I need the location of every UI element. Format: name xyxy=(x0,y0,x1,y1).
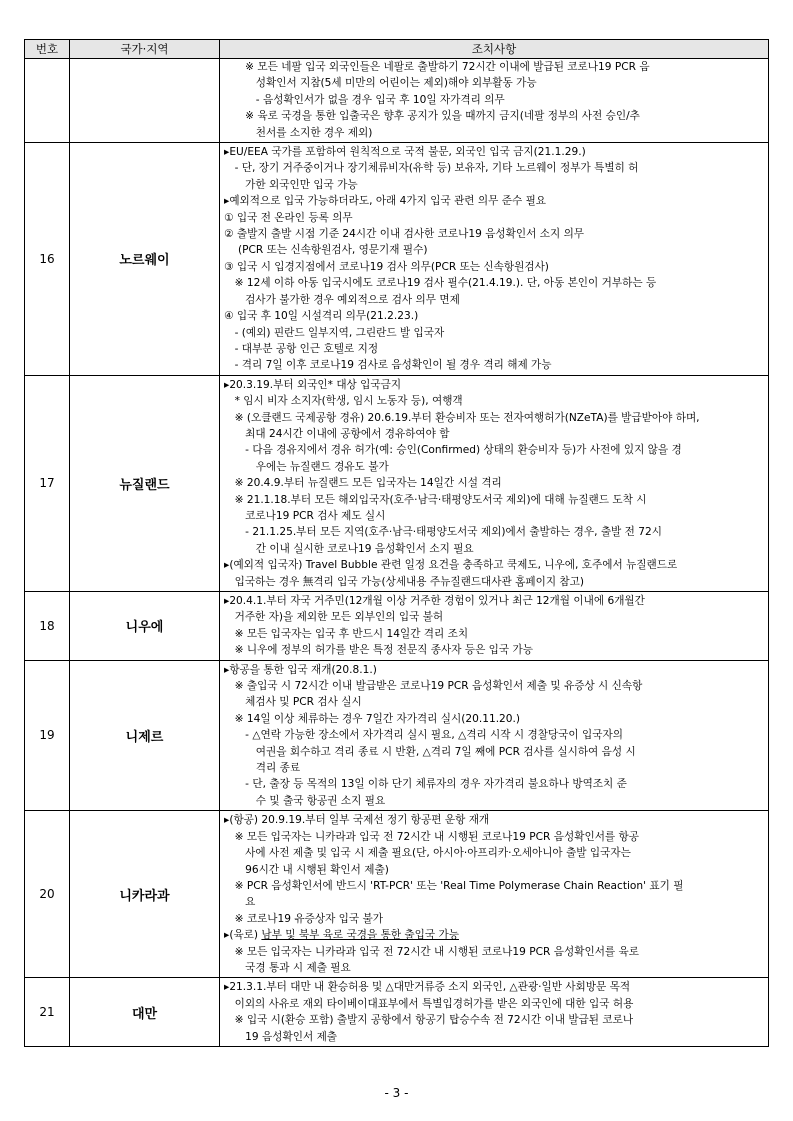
measure-line: ※ 출입국 시 72시간 이내 발급받은 코로나19 PCR 음성확인서 제출 및 유증상 시 신속항 xyxy=(224,680,643,693)
measures-table xyxy=(24,39,769,1047)
measure-line: ※ 모든 입국자는 니카라과 입국 전 72시간 내 시행된 코로나19 PCR 음성확인서를 항공 xyxy=(224,830,639,843)
measure-line: - 단, 출장 등 목적의 13일 이하 단기 체류자의 경우 자가격리 불요하나 방역조치 준 xyxy=(224,778,627,791)
measure-line: ④ 입국 후 10일 시설격리 의무(21.2.23.) xyxy=(224,310,419,323)
measure-line: ※ 니우에 정부의 허가를 받은 특정 전문직 종사자 등은 입국 가능 xyxy=(224,644,533,657)
header-measures: 조치사항 xyxy=(220,40,769,59)
table-row xyxy=(25,59,769,143)
measure-line: ※ 입국 시(환승 포함) 출발지 공항에서 항공기 탑승수속 전 72시간 이내 발급된 코로나 xyxy=(224,1014,634,1027)
country-name: 니제르 xyxy=(70,660,220,811)
measure-line: 천서를 소지한 경우 제외) xyxy=(224,126,373,139)
measure-line: ▸21.3.1.부터 대만 내 환승허용 및 △대만거류증 소지 외국인, △관광·일반 사회방문 목적 xyxy=(224,981,631,994)
measures-cell xyxy=(220,143,769,376)
measure-line: ※ 12세 이하 아동 입국시에도 코로나19 검사 필수(21.4.19.). 단, 아동 본인이 거부하는 등 xyxy=(224,277,657,290)
measure-line: 체검사 및 PCR 검사 실시 xyxy=(224,696,362,709)
table-row xyxy=(25,143,769,376)
measure-line: ※ PCR 음성확인서에 반드시 'RT-PCR' 또는 'Real Time Polymerase Chain Reaction' 표기 필 xyxy=(224,879,684,892)
measure-line: - △연락 가능한 장소에서 자가격리 실시 필요, △격리 시작 시 경찰당국이 입국자의 xyxy=(224,729,623,742)
underlined-text: 남부 및 북부 육로 국경을 통한 출입국 가능 xyxy=(261,929,459,942)
measure-line: ① 입국 전 온라인 등록 의무 xyxy=(224,211,353,224)
row-number: 20 xyxy=(25,811,70,978)
measure-line: 거주한 자)을 제외한 모든 외부인의 입국 불허 xyxy=(224,611,444,624)
header-no: 번호 xyxy=(25,40,70,59)
measure-line: 96시간 내 시행된 확인서 제출) xyxy=(224,863,389,876)
row-number: 16 xyxy=(25,143,70,376)
measure-line: - 격리 7일 이후 코로나19 검사로 음성확인이 될 경우 격리 해제 가능 xyxy=(224,359,552,372)
measure-line: * 임시 비자 소지자(학생, 임시 노동자 등), 여행객 xyxy=(224,395,463,408)
measure-line: ※ 육로 국경을 통한 입출국은 향후 공지가 있을 때까지 금지(네팔 정부의 사전 승인/추 xyxy=(224,110,640,123)
header-country: 국가·지역 xyxy=(70,40,220,59)
measure-line: - 음성확인서가 없을 경우 입국 후 10일 자가격리 의무 xyxy=(224,93,505,106)
measure-line: ※ 모든 네팔 입국 외국인들은 네팔로 출발하기 72시간 이내에 발급된 코로나19 PCR 음 xyxy=(224,61,650,73)
measure-line: ※ 21.1.18.부터 모든 해외입국자(호주·남극·태평양도서국 제외)에 대해 뉴질랜드 도착 시 xyxy=(224,493,647,506)
measures-cell xyxy=(220,660,769,811)
measures-cell xyxy=(220,375,769,591)
measure-line: ▸(육로) 남부 및 북부 육로 국경을 통한 출입국 가능 xyxy=(224,929,459,942)
measure-line: 입국하는 경우 無격리 입국 가능(상세내용 주뉴질랜드대사관 홈페이지 참고) xyxy=(224,575,585,588)
measure-line: 성확인서 지참(5세 미만의 어린이는 제외)해야 외부활동 가능 xyxy=(224,77,537,90)
measure-line: ③ 입국 시 입경지점에서 코로나19 검사 의무(PCR 또는 신속항원검사) xyxy=(224,260,549,273)
measure-line: ※ (오클랜드 국제공항 경유) 20.6.19.부터 환승비자 또는 전자여행허가(NZeTA)를 발급받아야 하며, xyxy=(224,411,700,424)
measure-line: 격리 종료 xyxy=(224,762,301,775)
country-name: 니우에 xyxy=(70,592,220,661)
row-number xyxy=(25,59,70,143)
measure-line: ▸(항공) 20.9.19.부터 일부 국제선 정기 항공편 운항 재개 xyxy=(224,814,490,827)
country-name: 대만 xyxy=(70,978,220,1047)
table-row xyxy=(25,375,769,591)
measure-line: ▸(예외적 입국자) Travel Bubble 관련 일정 요건을 충족하고 쿡제도, 니우에, 호주에서 뉴질랜드로 xyxy=(224,559,678,572)
measure-line: ▸EU/EEA 국가를 포함하여 원칙적으로 국적 불문, 외국인 입국 금지(21.1.29.) xyxy=(224,146,586,159)
measure-line: 국경 통과 시 제출 필요 xyxy=(224,961,351,974)
table-header-row xyxy=(25,40,769,59)
country-name: 노르웨이 xyxy=(70,143,220,376)
table-row xyxy=(25,592,769,661)
measure-line: ※ 모든 입국자는 입국 후 반드시 14일간 격리 조치 xyxy=(224,627,469,640)
measures-cell xyxy=(220,811,769,978)
measure-line: 간 이내 실시한 코로나19 음성확인서 소지 필요 xyxy=(224,542,474,555)
measure-line: 여권을 회수하고 격리 종료 시 반환, △격리 7일 째에 PCR 검사를 실시하여 음성 시 xyxy=(224,745,636,758)
measure-line: ▸예외적으로 입국 가능하더라도, 아래 4가지 입국 관련 의무 준수 필요 xyxy=(224,195,547,208)
measure-line: ▸20.3.19.부터 외국인* 대상 입국금지 xyxy=(224,378,402,391)
country-name: 뉴질랜드 xyxy=(70,375,220,591)
page-number: - 3 - xyxy=(384,1086,409,1100)
measure-line: ▸항공을 통한 입국 재개(20.8.1.) xyxy=(224,663,377,676)
measure-line: ▸20.4.1.부터 자국 거주민(12개월 이상 거주한 경험이 있거나 최근 12개월 이내에 6개월간 xyxy=(224,595,645,607)
measure-line: 우에는 뉴질랜드 경유도 불가 xyxy=(224,460,389,473)
measure-line: 가한 외국인만 입국 가능 xyxy=(224,178,358,191)
measure-line: 요 xyxy=(224,896,256,909)
row-number: 18 xyxy=(25,592,70,661)
country-name xyxy=(70,59,220,143)
measure-line: ※ 14일 이상 체류하는 경우 7일간 자가격리 실시(20.11.20.) xyxy=(224,712,521,725)
measure-line: ※ 20.4.9.부터 뉴질랜드 모든 입국자는 14일간 시설 격리 xyxy=(224,477,502,490)
measures-cell xyxy=(220,978,769,1047)
measure-line: - 다음 경유지에서 경유 허가(예: 승인(Confirmed) 상태의 환승비자 등)가 사전에 있지 않을 경 xyxy=(224,444,682,457)
measure-line: 이외의 사유로 재외 타이베이대표부에서 특별입경허가를 받은 외국인에 대한 입국 허용 xyxy=(224,997,634,1010)
measure-line: - 21.1.25.부터 모든 지역(호주·남극·태평양도서국 제외)에서 출발하는 경우, 출발 전 72시 xyxy=(224,526,662,539)
row-number: 19 xyxy=(25,660,70,811)
measure-line: 코로나19 PCR 검사 제도 실시 xyxy=(224,509,386,522)
measure-line: - (예외) 핀란드 일부지역, 그린란드 발 입국자 xyxy=(224,326,445,339)
measure-line: 사에 사전 제출 및 입국 시 제출 필요(단, 아시아·아프리카·오세아니아 출발 입국자는 xyxy=(224,847,631,860)
measure-line: ② 출발지 출발 시점 기준 24시간 이내 검사한 코로나19 음성확인서 소지 의무 xyxy=(224,228,585,241)
measure-line: - 단, 장기 거주중이거나 장기체류비자(유학 등) 보유자, 기타 노르웨이 정부가 특별히 허 xyxy=(224,162,639,175)
table-row xyxy=(25,978,769,1047)
measures-cell xyxy=(220,59,769,143)
table-row xyxy=(25,811,769,978)
table-row xyxy=(25,660,769,811)
measure-line: ※ 코로나19 유증상자 입국 불가 xyxy=(224,912,383,925)
measure-line: (PCR 또는 신속항원검사, 영문기재 필수) xyxy=(224,244,428,257)
measure-line: 최대 24시간 이내에 공항에서 경유하여야 함 xyxy=(224,427,450,440)
measures-cell xyxy=(220,592,769,661)
measure-line: 19 음성확인서 제출 xyxy=(224,1030,338,1043)
measure-line: - 대부분 공항 인근 호텔로 지정 xyxy=(224,342,379,355)
row-number: 21 xyxy=(25,978,70,1047)
row-number: 17 xyxy=(25,375,70,591)
measure-line: ※ 모든 입국자는 니카라과 입국 전 72시간 내 시행된 코로나19 PCR 음성확인서를 육로 xyxy=(224,945,639,958)
country-name: 니카라과 xyxy=(70,811,220,978)
measure-line: 수 및 출국 항공권 소지 필요 xyxy=(224,794,386,807)
measure-line: 검사가 불가한 경우 예외적으로 검사 의무 면제 xyxy=(224,293,460,306)
